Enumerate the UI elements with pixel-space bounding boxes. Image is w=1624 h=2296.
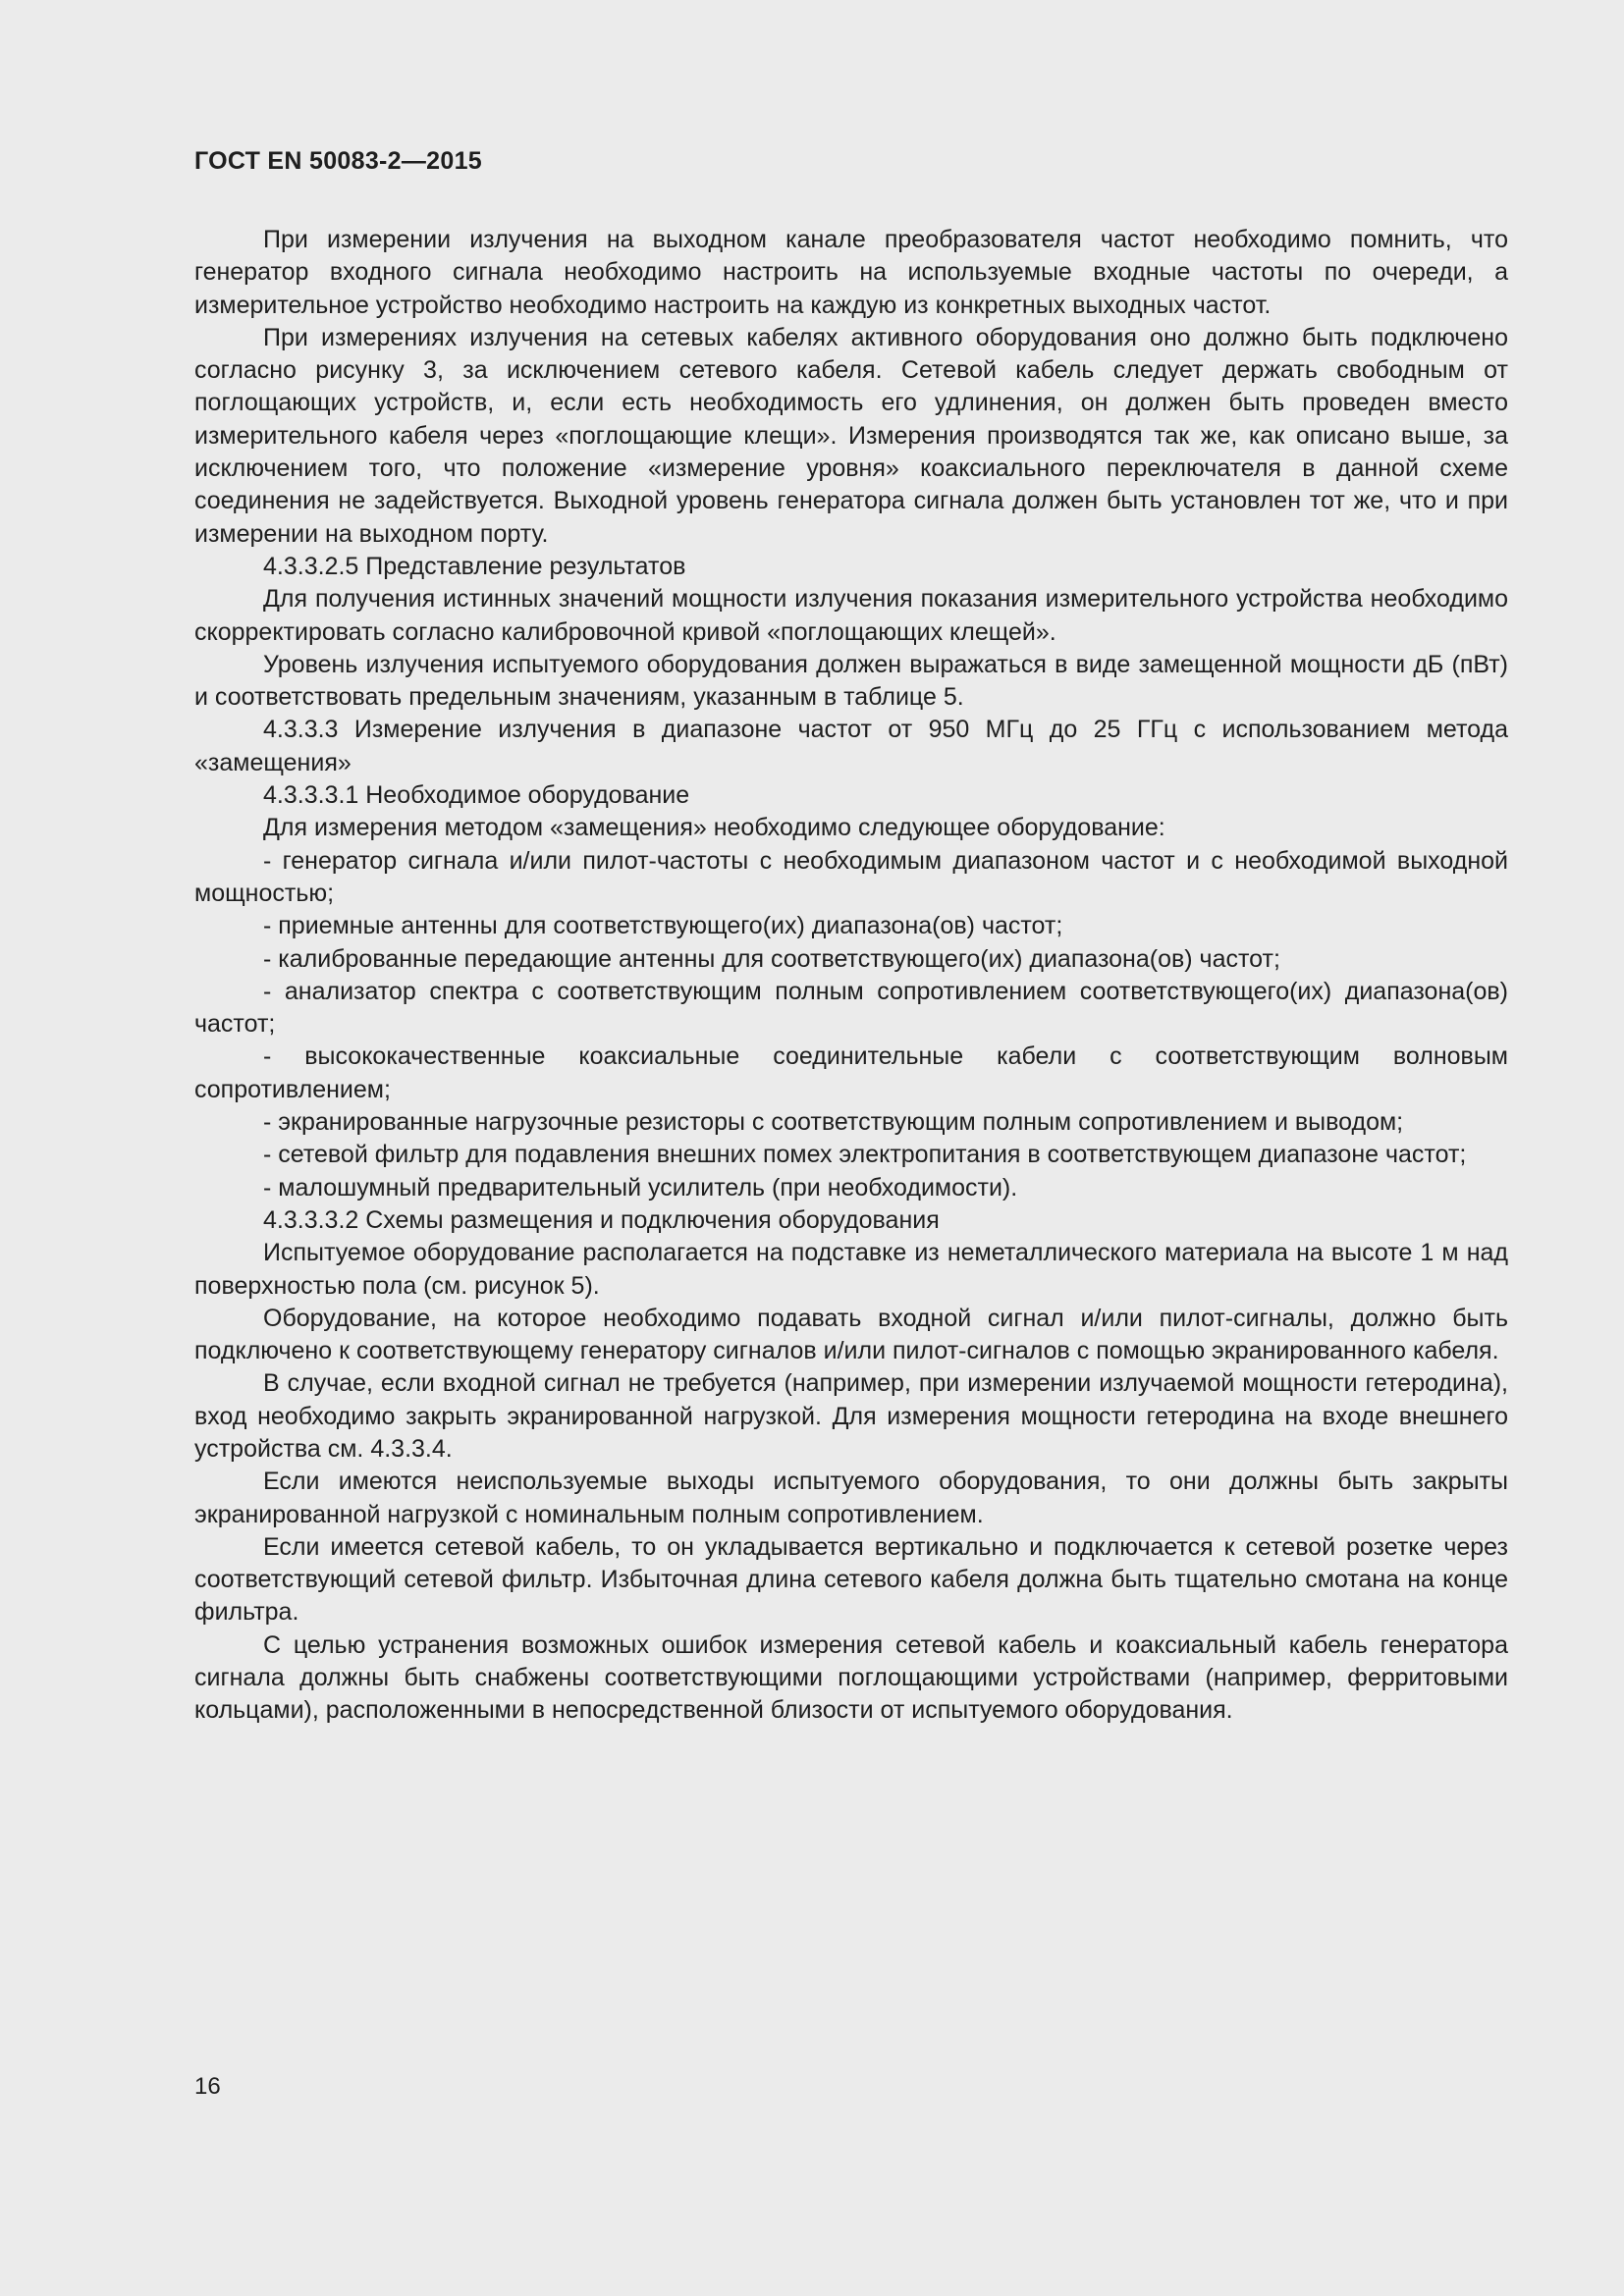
page-number: 16 <box>194 2073 221 2100</box>
document-body <box>194 224 1508 1728</box>
paragraph: В случае, если входной сигнал не требуется (например, при измерении излучаемой мощности гетеродина), вход необходимо закрыть экранированной нагрузкой. Для измерения мощности гетеродина на входе внешнего устройства см. 4.3.3.4. <box>194 1369 1508 1463</box>
list-item: - анализатор спектра с соответствующим полным сопротивлением соответствующего(их) диапазона(ов) частот; <box>194 977 1508 1039</box>
section-heading: 4.3.3.3 Измерение излучения в диапазоне частот от 950 МГц до 25 ГГц с использованием метода «замещения» <box>194 716 1508 776</box>
section-heading: 4.3.3.2.5 Представление результатов <box>263 552 686 580</box>
list-item: - генератор сигнала и/или пилот-частоты с необходимым диапазоном частот и с необходимой выходной мощностью; <box>194 846 1508 907</box>
paragraph: Оборудование, на которое необходимо подавать входной сигнал и/или пилот-сигналы, должно быть подключено к соответствующему генератору сигналов и/или пилот-сигналов с помощью экранированного кабеля. <box>194 1304 1508 1365</box>
paragraph: С целью устранения возможных ошибок измерения сетевой кабель и коаксиальный кабель генератора сигнала должны быть снабжены соответствующими поглощающими устройствами (например, ферритовыми кольцами), расположенными в непосредственной близости от испытуемого оборудования. <box>194 1630 1508 1725</box>
paragraph: Уровень излучения испытуемого оборудования должен выражаться в виде замещенной мощности дБ (пВт) и соответствовать предельным значениям, указанным в таблице 5. <box>194 650 1508 712</box>
paragraph: При измерении излучения на выходном канале преобразователя частот необходимо помнить, что генератор входного сигнала необходимо настроить на используемые входные частоты по очереди, а измерительное устройство необходимо настроить на каждую из конкретных выходных частот. <box>194 226 1508 319</box>
section-heading: 4.3.3.3.2 Схемы размещения и подключения оборудования <box>263 1205 940 1234</box>
list-item: - приемные антенны для соответствующего(их) диапазона(ов) частот; <box>263 912 1063 940</box>
document-header: ГОСТ EN 50083-2—2015 <box>194 147 482 175</box>
paragraph: Для измерения методом «замещения» необходимо следующее оборудование: <box>263 814 1165 842</box>
section-heading: 4.3.3.3.1 Необходимое оборудование <box>263 781 690 810</box>
paragraph: Испытуемое оборудование располагается на подставке из неметаллического материала на высоте 1 м над поверхностью пола (см. рисунок 5). <box>194 1239 1508 1300</box>
list-item: - малошумный предварительный усилитель (при необходимости). <box>263 1173 1018 1201</box>
list-item: - калиброванные передающие антенны для соответствующего(их) диапазона(ов) частот; <box>263 944 1280 973</box>
paragraph: Если имеется сетевой кабель, то он укладывается вертикально и подключается к сетевой розетке через соответствующий сетевой фильтр. Избыточная длина сетевого кабеля должна быть тщательно смотана на конце фильтра. <box>194 1532 1508 1627</box>
paragraph: При измерениях излучения на сетевых кабелях активного оборудования оно должно быть подключено согласно рисунку 3, за исключением сетевого кабеля. Сетевой кабель следует держать свободным от поглощающих устройств, и, если есть необходимость его удлинения, он должен быть проведен вместо измерительного кабеля через «поглощающие клещи». Измерения производятся так же, как описано выше, за исключением того, что положение «измерение уровня» коаксиального переключателя в данной схеме соединения не задействуется. Выходной уровень генератора сигнала должен быть установлен тот же, что и при измерении на выходном порту. <box>194 323 1508 548</box>
paragraph: Если имеются неиспользуемые выходы испытуемого оборудования, то они должны быть закрыты экранированной нагрузкой с номинальным полным сопротивлением. <box>194 1468 1508 1528</box>
list-item: - экранированные нагрузочные резисторы с соответствующим полным сопротивлением и выводом; <box>263 1108 1404 1137</box>
list-item: - высококачественные коаксиальные соединительные кабели с соответствующим волновым сопротивлением; <box>194 1042 1508 1103</box>
paragraph: Для получения истинных значений мощности излучения показания измерительного устройства необходимо скорректировать согласно калибровочной кривой «поглощающих клещей». <box>194 585 1508 646</box>
list-item: - сетевой фильтр для подавления внешних помех электропитания в соответствующем диапазоне частот; <box>263 1141 1467 1169</box>
